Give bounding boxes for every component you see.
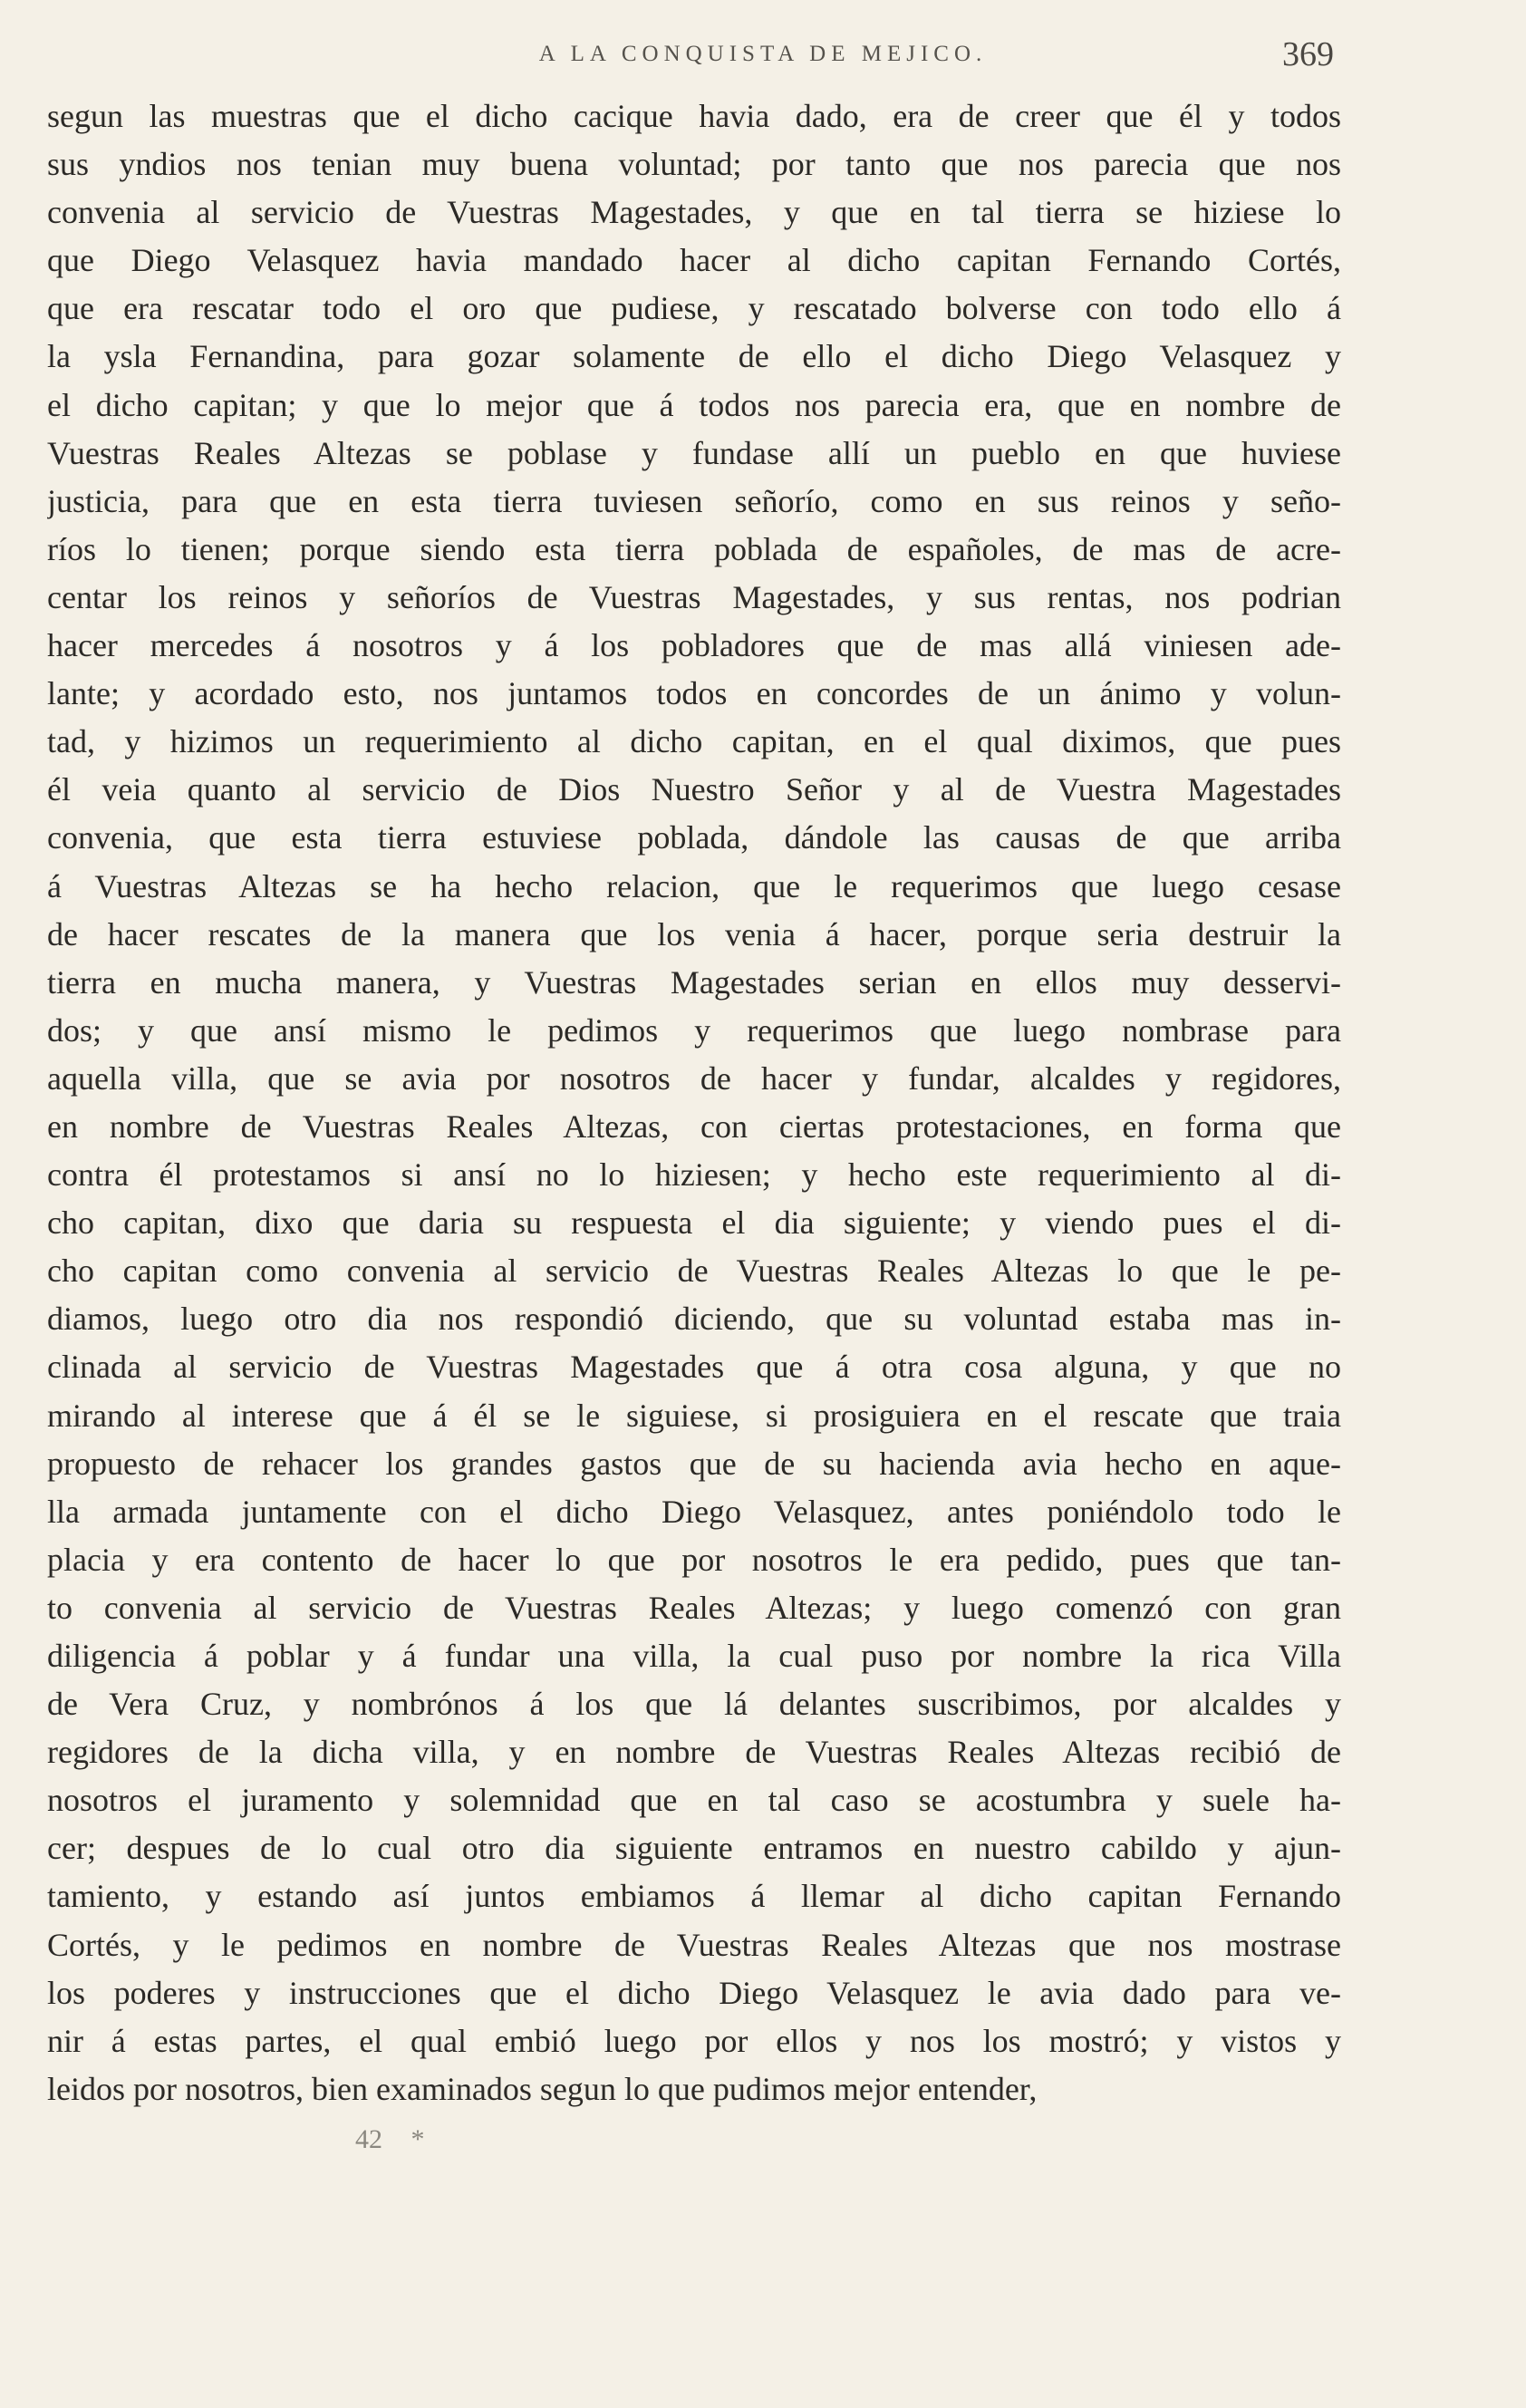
text-line: Cortés, y le pedimos en nombre de Vuestras Reales Altezas que nos mostrase bbox=[47, 1926, 1341, 1963]
running-title: A LA CONQUISTA DE MEJICO. bbox=[538, 42, 988, 66]
signature-number: 42 bbox=[355, 2124, 382, 2154]
text-line: que era rescatar todo el oro que pudiese, y rescatado bolverse con todo ello á bbox=[47, 290, 1341, 327]
text-line: contra él protestamos si ansí no lo hiziesen; y hecho este requerimiento al di- bbox=[47, 1156, 1341, 1194]
signature-asterisk: * bbox=[410, 2124, 425, 2154]
text-line: cho capitan como convenia al servicio de Vuestras Reales Altezas lo que le pe- bbox=[47, 1252, 1341, 1290]
text-line: to convenia al servicio de Vuestras Reales Altezas; y luego comenzó con gran bbox=[47, 1589, 1341, 1626]
text-line: convenia, que esta tierra estuviese poblada, dándole las causas de que arriba bbox=[47, 819, 1341, 856]
text-line: mirando al interese que á él se le siguiese, si prosiguiera en el rescate que traia bbox=[47, 1397, 1341, 1434]
text-line: los poderes y instrucciones que el dicho Diego Velasquez le avia dado para ve- bbox=[47, 1974, 1341, 2011]
text-line: segun las muestras que el dicho cacique havia dado, era de creer que él y todos bbox=[47, 98, 1341, 134]
text-line: clinada al servicio de Vuestras Magestades que á otra cosa alguna, y que no bbox=[47, 1349, 1341, 1386]
text-line: él veia quanto al servicio de Dios Nuestro Señor y al de Vuestra Magestades bbox=[47, 771, 1341, 808]
body-text bbox=[47, 92, 1341, 2113]
text-line: de Vera Cruz, y nombrónos á los que lá delantes suscribimos, por alcaldes y bbox=[47, 1686, 1341, 1723]
text-line: propuesto de rehacer los grandes gastos que de su hacienda avia hecho en aque- bbox=[47, 1445, 1341, 1482]
text-line: tad, y hizimos un requerimiento al dicho capitan, en el qual diximos, que pues bbox=[47, 723, 1341, 760]
text-line: tierra en mucha manera, y Vuestras Magestades serian en ellos muy desservi- bbox=[47, 963, 1341, 1001]
text-line: leidos por nosotros, bien examinados segun lo que pudimos mejor entender, bbox=[47, 2070, 1038, 2107]
text-line: cho capitan, dixo que daria su respuesta el dia siguiente; y viendo pues el di- bbox=[47, 1204, 1341, 1242]
text-line: la ysla Fernandina, para gozar solamente de ello el dicho Diego Velasquez y bbox=[47, 338, 1341, 375]
text-line: en nombre de Vuestras Reales Altezas, con ciertas protestaciones, en forma que bbox=[47, 1107, 1341, 1145]
text-line: nir á estas partes, el qual embió luego por ellos y nos los mostró; y vistos y bbox=[47, 2022, 1341, 2059]
text-line: justicia, para que en esta tierra tuviesen señorío, como en sus reinos y seño- bbox=[47, 482, 1341, 519]
text-line: regidores de la dicha villa, y en nombre de Vuestras Reales Altezas recibió de bbox=[47, 1734, 1341, 1771]
signature-mark bbox=[355, 2124, 425, 2155]
text-line: hacer mercedes á nosotros y á los pobladores que de mas allá viniesen ade- bbox=[47, 627, 1341, 664]
text-line: diligencia á poblar y á fundar una villa, la cual puso por nombre la rica Villa bbox=[47, 1638, 1341, 1674]
text-line: cer; despues de lo cual otro dia siguiente entramos en nuestro cabildo y ajun- bbox=[47, 1830, 1341, 1867]
text-line: aquella villa, que se avia por nosotros de hacer y fundar, alcaldes y regidores, bbox=[47, 1059, 1341, 1097]
text-line: centar los reinos y señoríos de Vuestras Magestades, y sus rentas, nos podrian bbox=[47, 578, 1341, 615]
text-line: Vuestras Reales Altezas se poblase y fundase allí un pueblo en que huviese bbox=[47, 434, 1341, 471]
text-line: convenia al servicio de Vuestras Magestades, y que en tal tierra se hiziese lo bbox=[47, 194, 1341, 231]
text-line: diamos, luego otro dia nos respondió diciendo, que su voluntad estaba mas in- bbox=[47, 1301, 1341, 1338]
text-line: dos; y que ansí mismo le pedimos y requerimos que luego nombrase para bbox=[47, 1011, 1341, 1049]
text-line: á Vuestras Altezas se ha hecho relacion, que le requerimos que luego cesase bbox=[47, 867, 1341, 904]
text-line: de hacer rescates de la manera que los venia á hacer, porque seria destruir la bbox=[47, 915, 1341, 953]
page-number: 369 bbox=[1282, 35, 1334, 73]
text-line: que Diego Velasquez havia mandado hacer al dicho capitan Fernando Cortés, bbox=[47, 242, 1341, 279]
text-line: placia y era contento de hacer lo que por nosotros le era pedido, pues que tan- bbox=[47, 1541, 1341, 1578]
text-line: nosotros el juramento y solemnidad que en tal caso se acostumbra y suele ha- bbox=[47, 1782, 1341, 1819]
text-line: lante; y acordado esto, nos juntamos todos en concordes de un ánimo y volun- bbox=[47, 675, 1341, 712]
running-head bbox=[0, 34, 1526, 80]
text-line: sus yndios nos tenian muy buena voluntad; por tanto que nos parecia que nos bbox=[47, 146, 1341, 183]
text-line: tamiento, y estando así juntos embiamos á llemar al dicho capitan Fernando bbox=[47, 1878, 1341, 1915]
text-line: el dicho capitan; y que lo mejor que á todos nos parecia era, que en nombre de bbox=[47, 386, 1341, 423]
text-line: ríos lo tienen; porque siendo esta tierra poblada de españoles, de mas de acre- bbox=[47, 530, 1341, 567]
text-line: lla armada juntamente con el dicho Diego Velasquez, antes poniéndolo todo le bbox=[47, 1493, 1341, 1530]
